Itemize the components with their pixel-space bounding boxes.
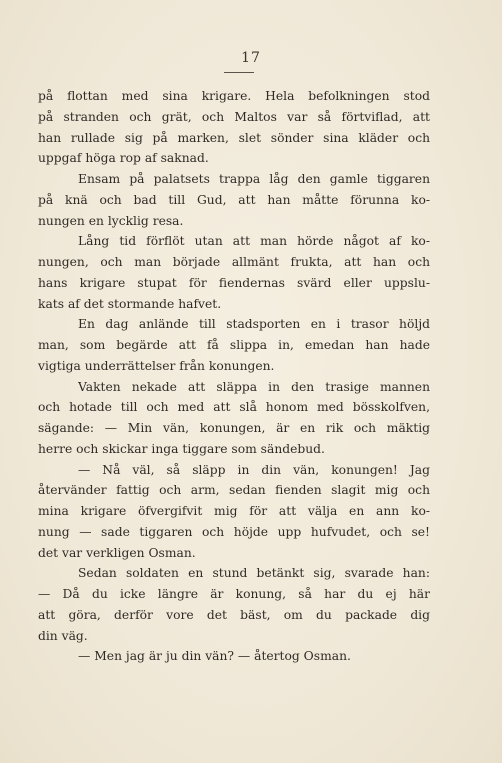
text-line: Lång tid förflöt utan att man hörde något af ko- [78,234,430,249]
text-line: — Nå väl, så släpp in din vän, konungen! Jag [78,462,430,477]
body-text [38,86,430,667]
text-line: Vakten nekade att släppa in den trasige mannen [78,379,430,394]
page-number-rule [224,72,254,73]
text-line: En dag anlände till stadsporten en i trasor höljd [78,317,430,332]
text-line: det var verkligen Osman. [38,545,196,560]
text-line: och hotade till och med att slå honom med bösskolfven, [38,400,430,415]
text-line: att göra, derför vore det bäst, om du packade dig [38,607,430,622]
text-line: uppgaf höga rop af saknad. [38,151,209,166]
page-number: 17 [241,50,261,66]
text-line: han rullade sig på marken, slet sönder sina kläder och [38,130,430,145]
text-line: Sedan soldaten en stund betänkt sig, svarade han: [78,566,430,581]
text-line: din väg. [38,628,88,643]
text-line: — Då du icke längre är konung, så har du ej här [38,587,430,601]
text-line: man, som begärde att få slippa in, emedan han hade [38,338,430,352]
text-line: på knä och bad till Gud, att han måtte förunna ko- [38,192,430,207]
text-line: — Men jag är ju din vän? — återtog Osman. [78,649,351,664]
text-line: nungen, och man började allmänt frukta, att han och [38,255,430,269]
text-line: nung — sade tiggaren och höjde upp hufvudet, och se! [38,524,430,539]
text-line: hans krigare stupat för fiendernas svärd eller uppslu- [38,275,430,290]
text-line: kats af det stormande hafvet. [38,296,222,311]
text-line: nungen en lycklig resa. [38,213,184,228]
text-line: vigtiga underrättelser från konungen. [38,358,275,373]
text-line: på flottan med sina krigare. Hela befolkningen stod [38,89,430,103]
text-line: Ensam på palatsets trappa låg den gamle tiggaren [78,172,430,186]
text-line: herre och skickar inga tiggare som sändebud. [38,441,325,456]
text-line: återvänder fattig och arm, sedan fienden slagit mig och [38,483,430,498]
text-line: sägande: — Min vän, konungen, är en rik och mäktig [38,421,430,435]
text-line: mina krigare öfvergifvit mig för att välja en ann ko- [38,504,430,518]
text-line: på stranden och grät, och Maltos var så förtviflad, att [38,109,430,124]
